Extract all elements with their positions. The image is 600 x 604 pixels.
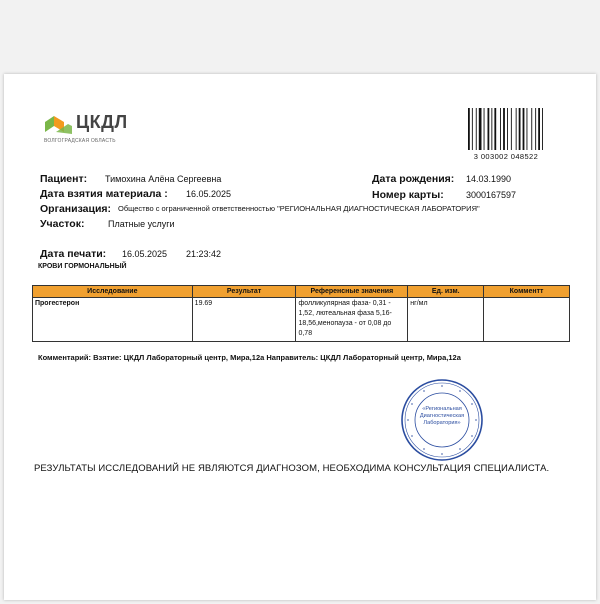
barcode-bar [476,108,477,150]
print-time: 21:23:42 [186,249,222,259]
barcode-bar [527,108,528,150]
col-header-result: Результат [192,286,296,298]
cell-unit: нг/мл [408,298,484,342]
stamp-text: «Региональная Диагностическая Лаборатория» [419,406,465,426]
table-row [33,298,570,342]
disclaimer: РЕЗУЛЬТАТЫ ИССЛЕДОВАНИЙ НЕ ЯВЛЯЮТСЯ ДИАГНОЗОМ, НЕОБХОДИМА КОНСУЛЬТАЦИЯ СПЕЦИАЛИСТА. [34,463,550,474]
barcode-bar [542,108,543,150]
col-header-test: Исследование [33,286,193,298]
logo-subtitle: ВОЛГОГРАДСКАЯ ОБЛАСТЬ [44,138,116,144]
cell-reference: фолликулярная фаза- 0,31 - 1,52, лютеальная фаза 5,16-18,56,менопауза - от 0,08 до 0,78 [296,298,408,342]
comment-line: Комментарий: Взятие: ЦКДЛ Лабораторный центр, Мира,12а Направитель: ЦКДЛ Лабораторный центр, Мира,12а [38,353,461,362]
cell-result: 19.69 [192,298,296,342]
site-name: Платные услуги [108,219,175,229]
barcode-bar [538,108,540,150]
patient-label: Пациент: [40,173,88,185]
patient-name: Тимохина Алёна Сергеевна [105,174,222,184]
logo-name: ЦКДЛ [76,112,128,132]
org-label: Организация: [40,203,112,215]
barcode-bar [491,108,492,150]
lab-logo [40,110,150,156]
barcode-bar [488,108,490,150]
barcode-bar [511,108,512,150]
panel-title: КРОВИ ГОРМОНАЛЬНЫЙ [38,263,127,270]
barcode-bar [472,108,473,150]
col-header-comment: Комментт [484,286,570,298]
birth-label: Дата рождения: [372,173,455,185]
card-label: Номер карты: [372,189,444,201]
barcode-number: 3 003002 048522 [473,152,539,161]
barcode-bar [479,108,482,150]
barcode-bar [535,108,536,150]
barcode-bar [507,108,508,150]
barcode-bar [468,108,470,150]
birth-date: 14.03.1990 [466,174,512,184]
print-date: 16.05.2025 [122,249,168,259]
collect-label: Дата взятия материала : [40,188,168,200]
col-header-unit: Ед. изм. [408,286,484,298]
barcode-bar [503,108,505,150]
site-label: Участок: [40,218,85,230]
barcode-bar [523,108,525,150]
collect-date: 16.05.2025 [186,189,232,199]
table-header-row [33,286,570,298]
barcode [466,108,546,150]
barcode-bar [519,108,521,150]
logo-mark-icon [42,112,74,136]
barcode-bar [500,108,501,150]
org-name: Общество с ограниченной ответственностью "РЕГИОНАЛЬНАЯ ДИАГНОСТИЧЕСКАЯ ЛАБОРАТОРИЯ" [118,204,480,213]
barcode-bar [494,108,496,150]
barcode-bar [531,108,532,150]
barcode-bar [516,108,517,150]
print-label: Дата печати: [40,248,107,260]
results-table [32,285,570,342]
card-number: 3000167597 [466,190,517,200]
barcode-bar [484,108,485,150]
lab-stamp [400,378,484,462]
cell-test: Прогестерон [33,298,193,342]
cell-comment [484,298,570,342]
col-header-reference: Референсные значения [296,286,408,298]
